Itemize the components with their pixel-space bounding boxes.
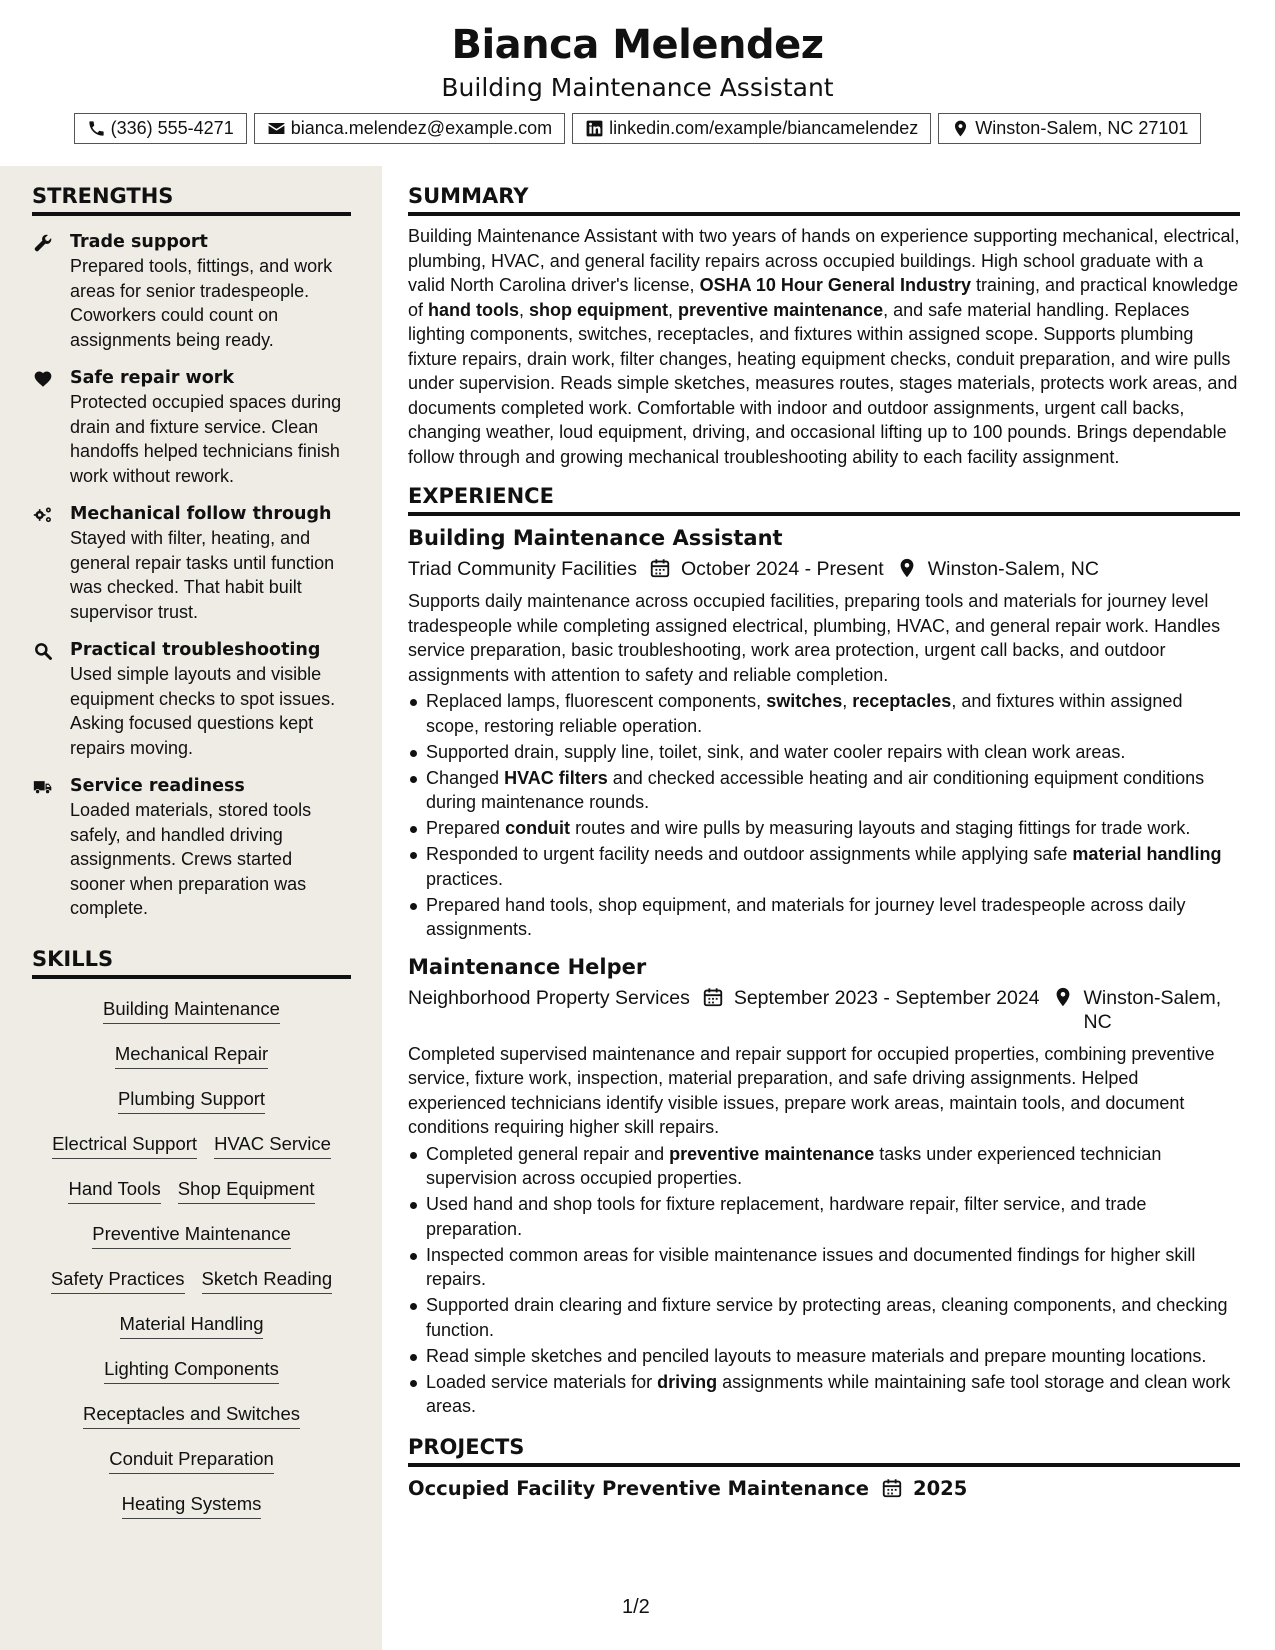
text-run: Inspected common areas for visible maintenance issues and documented findings for higher skill repairs. [426,1244,1196,1289]
bold-keyword: preventive maintenance [678,299,884,320]
job-bullets [408,1142,1240,1419]
strengths-heading: STRENGTHS [32,184,351,216]
strength-item [32,366,351,488]
skill-tag: Preventive Maintenance [92,1223,290,1249]
bold-keyword: hand tools [428,299,520,320]
strength-item [32,638,351,760]
contact-phone [74,113,247,144]
bullet-item [408,766,1240,815]
bullet-item [408,1142,1240,1191]
job-dates: September 2023 - September 2024 [733,986,1040,1009]
resume-header [0,0,1275,166]
bullet-item [408,740,1240,765]
bullet-item [408,893,1240,942]
experience-heading: EXPERIENCE [408,484,1240,516]
text-run: Loaded service materials for [426,1371,658,1392]
summary-heading: SUMMARY [408,184,1240,216]
skills-heading: SKILLS [32,947,351,979]
skill-tag: Conduit Preparation [109,1448,274,1474]
text-run: Replaced lamps, fluorescent components, [426,691,767,711]
text-run: Completed general repair and [426,1143,670,1164]
skill-tag: Receptacles and Switches [83,1403,300,1429]
strength-title: Safe repair work [70,368,235,388]
text-run: tasks under experienced technician supervision across occupied properties. [426,1143,1162,1188]
project-year: 2025 [913,1476,968,1500]
job-meta [408,557,1240,581]
contact-email[interactable] [254,113,565,144]
contact-bar [0,113,1275,144]
contact-location-text: Winston-Salem, NC 27101 [975,118,1189,138]
text-run: Read simple sketches and penciled layouts to measure materials and prepare mounting locations. [426,1345,1207,1366]
text-run: Used hand and shop tools for fixture replacement, hardware repair, filter service, and trade preparation. [426,1194,1147,1239]
job-company: Triad Community Facilities [408,558,637,580]
projects-heading: PROJECTS [408,1435,1240,1467]
summary-text [408,224,1240,469]
strength-title: Practical troubleshooting [70,640,321,660]
project-title: Occupied Facility Preventive Maintenance [408,1476,870,1500]
map-pin-icon [896,557,918,579]
strength-desc: Loaded materials, stored tools safely, and handled driving assignments. Crews started sooner when preparation was complete. [70,800,312,918]
bullet-item [408,816,1240,841]
map-pin-icon [1052,986,1074,1008]
skill-row [32,1392,351,1437]
skill-row [32,1212,351,1257]
skill-tag: HVAC Service [214,1133,331,1159]
bullet-item [408,842,1240,891]
bold-keyword: HVAC filters [504,767,608,788]
text-run: Supported drain clearing and fixture service by protecting areas, cleaning components, and checking function. [426,1295,1228,1340]
skill-tag: Hand Tools [68,1178,160,1204]
text-run: , [842,691,853,711]
skill-row [32,1167,351,1212]
job-title: Building Maintenance Assistant [408,526,783,550]
job-bullets [408,689,1240,942]
text-run: routes and wire pulls by measuring layouts and staging fittings for trade work. [570,818,1191,838]
strength-item [32,774,351,921]
magnifier-icon [32,641,54,661]
text-run: practices. [426,868,504,889]
job-location: Winston-Salem, NC [1083,986,1222,1033]
text-run: assignments while maintaining safe tool storage and clean work areas. [426,1371,1231,1416]
strength-title: Mechanical follow through [70,504,332,524]
candidate-name: Bianca Melendez [451,22,824,68]
text-run: Supported drain, supply line, toilet, sink, and water cooler repairs with clean work areas. [426,741,1126,762]
job-meta [408,986,1240,1034]
skill-row [32,1347,351,1392]
skill-row [32,1122,351,1167]
bold-keyword: conduit [505,818,571,838]
bold-keyword: driving [657,1371,718,1392]
bullet-item [408,1192,1240,1241]
text-run: Changed [426,767,505,788]
main-content [408,166,1240,1501]
project-entry [408,1477,1240,1501]
strength-desc: Prepared tools, fittings, and work areas for senior tradespeople. Coworkers could count on assignments being ready. [70,256,333,350]
skill-row [32,1257,351,1302]
envelope-icon [267,119,286,138]
text-run: Building Maintenance Assistant with two years of hands on experience supporting mechanical, electrical, plumbing, HVAC, and general facility repairs across occupied buildings. High school graduate with a valid North Carolina driver's license, [408,226,1240,295]
phone-icon [87,119,106,138]
candidate-title: Building Maintenance Assistant [441,73,834,102]
skill-tag: Sketch Reading [202,1268,333,1294]
heart-icon [32,369,54,389]
skill-row [32,1077,351,1122]
text-run: training, and practical knowledge of [408,275,1239,320]
page-number: 1/2 [622,1596,650,1618]
skill-row [32,987,351,1032]
bullet-item [408,1370,1240,1419]
text-run: , [519,299,530,320]
job-entry [408,526,1240,942]
bold-keyword: switches [766,691,843,711]
job-title: Maintenance Helper [408,954,647,979]
job-summary: Supports daily maintenance across occupied facilities, preparing tools and materials for journey level tradespeople while completing assigned electrical, plumbing, HVAC, and general repair work. Handles service preparation, basic troubleshooting, work area protection, urgent call backs, and outdoor assignments with attention to safety and reliable completion. [408,591,1221,685]
skill-tag: Electrical Support [52,1133,197,1159]
calendar-icon [881,1477,903,1499]
text-run: , and safe material handling. Replaces lighting components, switches, receptacles, and fixtures within assigned scope. Supports plumbing fixture repairs, drain work, filter changes, heating equipment checks, conduit preparation, and wire pulls under supervision. Reads simple sketches, measures routes, stages materials, protects work areas, and documents completed work. Comfortable with indoor and outdoor assignments, urgent call backs, changing weather, loud equipment, driving, and occasional lifting up to 100 pounds. Brings dependable follow through and growing mechanical troubleshooting ability to each facility assignment. [408,299,1238,467]
calendar-icon [649,557,671,579]
calendar-icon [702,986,724,1008]
gears-icon [32,505,54,525]
text-run: , [668,299,679,320]
skill-tag: Plumbing Support [118,1088,265,1114]
text-run: Responded to urgent facility needs and outdoor assignments while applying safe [426,844,1073,864]
bullet-item [408,1344,1240,1369]
skill-row [32,1302,351,1347]
bold-keyword: material handling [1072,844,1222,864]
skill-tag: Lighting Components [104,1358,279,1384]
contact-phone-text: (336) 555-4271 [110,118,234,138]
text-run: Prepared hand tools, shop equipment, and materials for journey level tradespeople across daily assignments. [426,894,1186,939]
bullet-item [408,1293,1240,1342]
job-entry [408,955,1240,1419]
skill-tag: Material Handling [120,1313,264,1339]
job-dates: October 2024 - Present [681,558,884,580]
skills-list [32,987,351,1527]
strength-desc: Stayed with filter, heating, and general repair tasks until function was checked. That habit built supervisor trust. [70,528,335,622]
bullet-item [408,689,1240,738]
strength-desc: Protected occupied spaces during drain and fixture service. Clean handoffs helped technicians finish work without rework. [70,392,342,486]
job-company: Neighborhood Property Services [408,986,690,1009]
skill-tag: Shop Equipment [178,1178,315,1204]
skill-tag: Heating Systems [122,1493,262,1519]
job-location: Winston-Salem, NC [927,558,1099,580]
bold-keyword: preventive maintenance [669,1143,875,1164]
wrench-icon [32,233,54,253]
skill-tag: Safety Practices [51,1268,185,1294]
truck-icon [32,777,54,797]
strength-desc: Used simple layouts and visible equipment checks to spot issues. Asking focused questions kept repairs moving. [70,664,336,758]
skill-tag: Building Maintenance [103,998,280,1024]
contact-email-text: bianca.melendez@example.com [290,118,553,138]
bold-keyword: shop equipment [529,299,669,320]
linkedin-icon [585,119,604,138]
text-run: and checked accessible heating and air conditioning equipment conditions during maintenance rounds. [426,767,1205,812]
text-run: , and fixtures within assigned scope, restoring reliable operation. [426,691,1183,736]
skill-tag: Mechanical Repair [115,1043,268,1069]
strength-title: Service readiness [70,776,245,796]
job-summary: Completed supervised maintenance and repair support for occupied properties, combining preventive service, fixture work, inspection, material preparation, and safe driving assignments. Helped experienced technicians identify visible issues, prepare work areas, maintain tools, and document conditions requiring higher skill repairs. [408,1043,1215,1137]
skill-row [32,1032,351,1077]
skill-row [32,1437,351,1482]
strength-item [32,230,351,352]
bullet-item [408,1243,1240,1292]
skill-row [32,1482,351,1527]
contact-location [938,113,1201,144]
bold-keyword: receptacles [852,691,952,711]
sidebar [0,166,382,1650]
bold-keyword: OSHA 10 Hour General Industry [699,275,971,295]
strength-item [32,502,351,624]
strength-title: Trade support [70,232,208,252]
map-pin-icon [951,119,970,138]
contact-linkedin-text: linkedin.com/example/biancamelendez [609,118,919,138]
contact-linkedin[interactable] [572,113,931,144]
text-run: Prepared [426,818,506,838]
